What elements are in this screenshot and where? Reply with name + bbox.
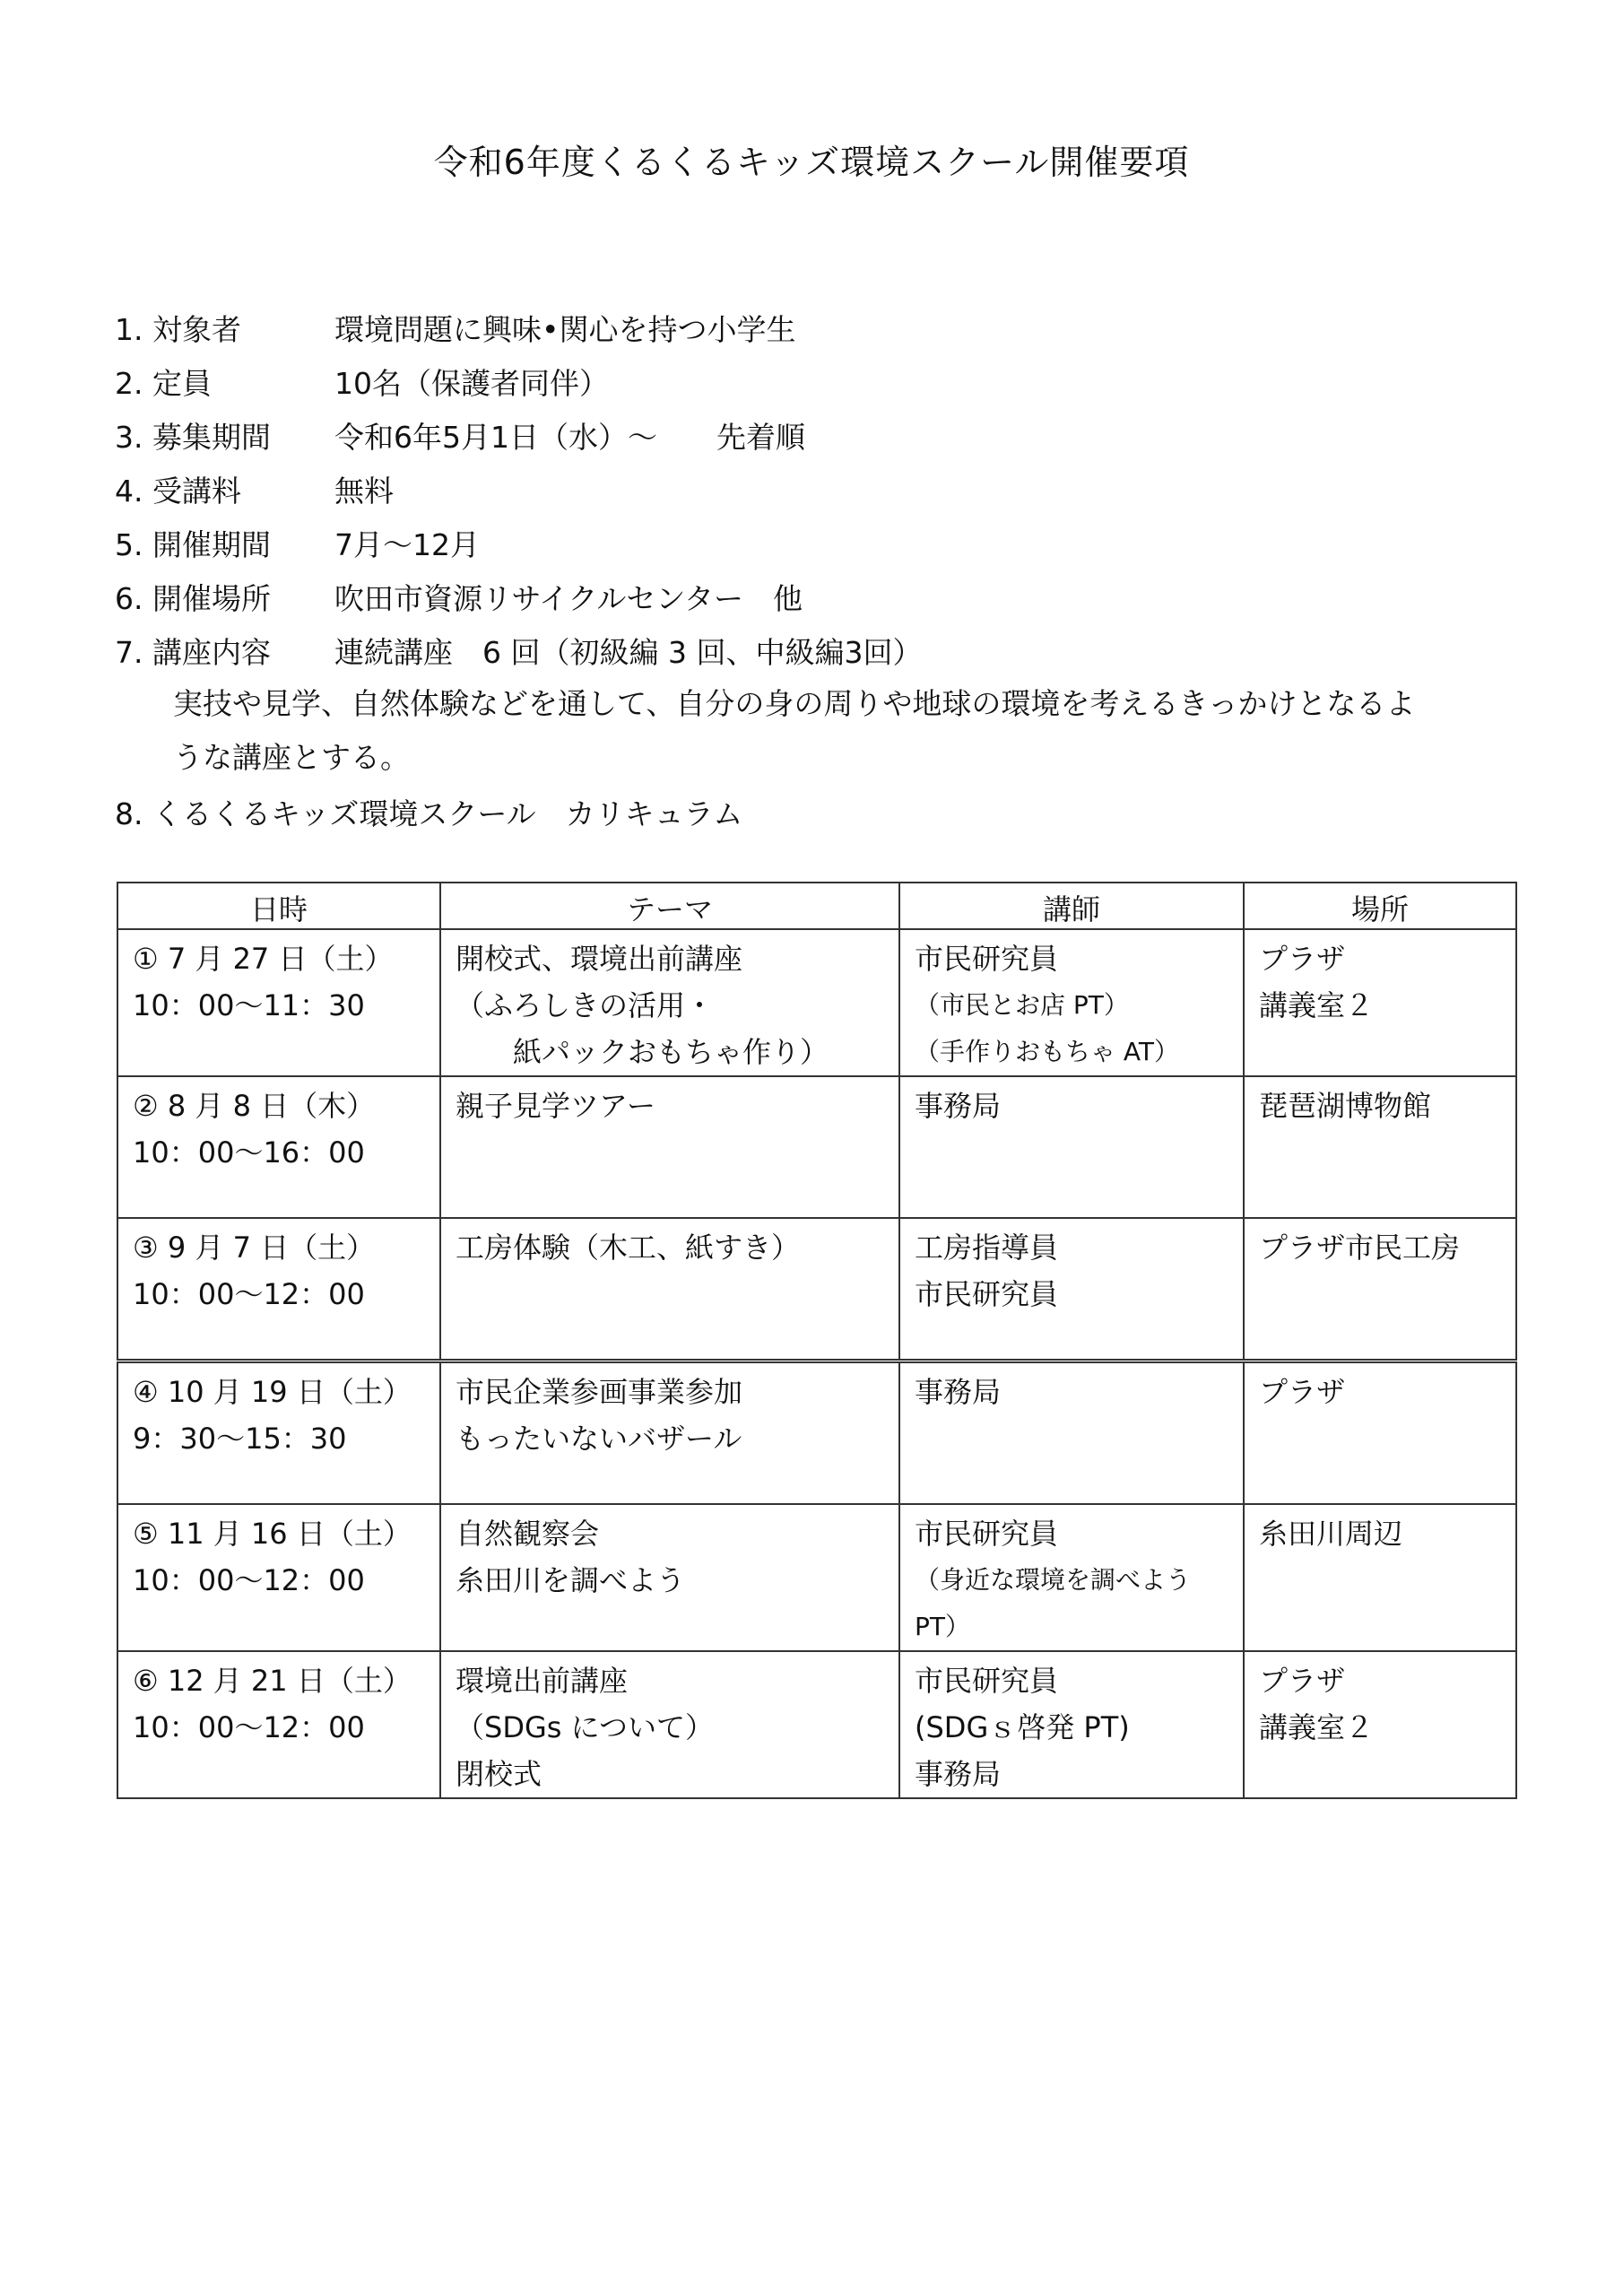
cell-line: （身近な環境を調べよう <box>915 1565 1192 1595</box>
info-label: 2. 定員 <box>115 365 212 401</box>
table-row <box>117 1504 1516 1651</box>
cell-theme <box>440 1651 899 1798</box>
cell-line: 市民研究員 <box>915 942 1059 976</box>
cell-theme <box>440 1504 899 1651</box>
cell-line: 紙パックおもちゃ作り） <box>456 1035 829 1069</box>
cell-line: 講義室２ <box>1259 1710 1375 1744</box>
cell-line: (SDGｓ啓発 PT) <box>915 1710 1130 1744</box>
table-row <box>117 1651 1516 1798</box>
cell-place <box>1244 1361 1516 1505</box>
cell-line: 市民研究員 <box>915 1664 1059 1698</box>
cell-line: 10：00～11：30 <box>133 988 365 1022</box>
column-header-date: 日時 <box>117 883 440 929</box>
cell-line: ② 8 月 8 日（木） <box>133 1089 376 1123</box>
cell-line: 糸田川を調べよう <box>456 1563 686 1597</box>
cell-line: ④ 10 月 19 日（土） <box>133 1375 412 1409</box>
cell-date <box>117 1504 440 1651</box>
cell-line: 糸田川周辺 <box>1259 1517 1403 1551</box>
cell-line: もったいないバザール <box>456 1422 742 1456</box>
table-header-row <box>117 883 1516 929</box>
info-value: 連続講座 6 回（初級編 3 回、中級編3回） <box>334 634 923 670</box>
cell-lecturer <box>899 1651 1244 1798</box>
cell-line: 工房体験（木工、紙すき） <box>456 1231 801 1265</box>
info-label: 1. 対象者 <box>115 311 241 347</box>
info-label: 5. 開催期間 <box>115 526 271 562</box>
cell-lecturer <box>899 1218 1244 1361</box>
description-line: うな講座とする。 <box>173 740 410 775</box>
info-value: 令和6年5月1日（水）～ 先着順 <box>334 419 805 455</box>
info-label: 4. 受講料 <box>115 473 241 509</box>
cell-line: プラザ市民工房 <box>1259 1231 1461 1265</box>
cell-date <box>117 1076 440 1218</box>
cell-line: （ふろしきの活用・ <box>456 988 715 1022</box>
info-value: 環境問題に興味•関心を持つ小学生 <box>334 311 796 347</box>
cell-line: 開校式、環境出前講座 <box>456 942 743 976</box>
page-title: 令和6年度くるくるキッズ環境スクール開催要項 <box>433 143 1190 182</box>
info-item-content <box>115 623 1514 677</box>
info-item-target <box>115 300 1514 354</box>
curriculum-heading: 8. くるくるキッズ環境スクール カリキュラム <box>115 796 743 831</box>
info-item-period <box>115 516 1514 570</box>
cell-line: PT） <box>915 1612 970 1641</box>
cell-line: 工房指導員 <box>915 1231 1059 1265</box>
info-list <box>115 300 1514 839</box>
column-header-theme: テーマ <box>440 883 899 929</box>
cell-line: 10：00～16：00 <box>133 1135 365 1170</box>
cell-place <box>1244 1651 1516 1798</box>
cell-lecturer <box>899 929 1244 1076</box>
cell-place <box>1244 929 1516 1076</box>
info-value: 無料 <box>334 473 394 509</box>
cell-line: 講義室２ <box>1259 988 1375 1022</box>
info-label: 6. 開催場所 <box>115 580 271 616</box>
info-item-fee <box>115 462 1514 516</box>
info-item-venue <box>115 570 1514 623</box>
cell-line: 市民研究員 <box>915 1277 1059 1311</box>
cell-line: 自然観察会 <box>456 1517 600 1551</box>
cell-line: プラザ <box>1259 1664 1346 1698</box>
cell-line: 10：00～12：00 <box>133 1563 365 1597</box>
table-row <box>117 1218 1516 1361</box>
cell-line: 事務局 <box>915 1375 1002 1409</box>
cell-date <box>117 929 440 1076</box>
cell-lecturer <box>899 1361 1244 1505</box>
cell-theme <box>440 1218 899 1361</box>
cell-line: 市民研究員 <box>915 1517 1059 1551</box>
cell-line: （SDGs について） <box>456 1710 714 1744</box>
cell-line: ③ 9 月 7 日（土） <box>133 1231 376 1265</box>
info-item-capacity <box>115 354 1514 408</box>
info-item-recruitment <box>115 408 1514 462</box>
info-value: 吹田市資源リサイクルセンター 他 <box>334 580 803 616</box>
info-label: 7. 講座内容 <box>115 634 271 670</box>
cell-place <box>1244 1076 1516 1218</box>
cell-line: 親子見学ツアー <box>456 1089 656 1123</box>
info-value: 10名（保護者同伴） <box>334 365 609 401</box>
cell-date <box>117 1218 440 1361</box>
cell-place <box>1244 1218 1516 1361</box>
table-row <box>117 1076 1516 1218</box>
cell-line: 環境出前講座 <box>456 1664 629 1698</box>
cell-lecturer <box>899 1076 1244 1218</box>
column-header-lecturer: 講師 <box>899 883 1244 929</box>
cell-line: 10：00～12：00 <box>133 1277 365 1311</box>
table-row <box>117 929 1516 1076</box>
cell-line: ⑤ 11 月 16 日（土） <box>133 1517 412 1551</box>
column-header-place: 場所 <box>1244 883 1516 929</box>
cell-place <box>1244 1504 1516 1651</box>
cell-line: 琵琶湖博物館 <box>1259 1089 1432 1123</box>
cell-line: ① 7 月 27 日（土） <box>133 942 394 976</box>
table-row <box>117 1361 1516 1505</box>
cell-line: （市民とお店 PT） <box>915 990 1129 1020</box>
cell-lecturer <box>899 1504 1244 1651</box>
cell-line: 10：00～12：00 <box>133 1710 365 1744</box>
info-label: 3. 募集期間 <box>115 419 271 455</box>
cell-date <box>117 1361 440 1505</box>
info-value: 7月～12月 <box>334 526 480 562</box>
cell-line: 市民企業参画事業参加 <box>456 1375 743 1409</box>
cell-line: ⑥ 12 月 21 日（土） <box>133 1664 412 1698</box>
cell-theme <box>440 1361 899 1505</box>
description-line: 実技や見学、自然体験などを通して、自分の身の周りや地球の環境を考えるきっかけとなるよ <box>173 686 1416 721</box>
cell-theme <box>440 1076 899 1218</box>
cell-theme <box>440 929 899 1076</box>
cell-line: プラザ <box>1259 1375 1346 1409</box>
cell-line: 事務局 <box>915 1757 1002 1791</box>
cell-date <box>117 1651 440 1798</box>
cell-line: （手作りおもちゃ AT） <box>915 1037 1179 1066</box>
course-description <box>115 677 1509 785</box>
cell-line: 事務局 <box>915 1089 1002 1123</box>
cell-line: プラザ <box>1259 942 1346 976</box>
cell-line: 9：30～15：30 <box>133 1422 347 1456</box>
curriculum-table <box>117 882 1517 1799</box>
cell-line: 閉校式 <box>456 1757 542 1791</box>
